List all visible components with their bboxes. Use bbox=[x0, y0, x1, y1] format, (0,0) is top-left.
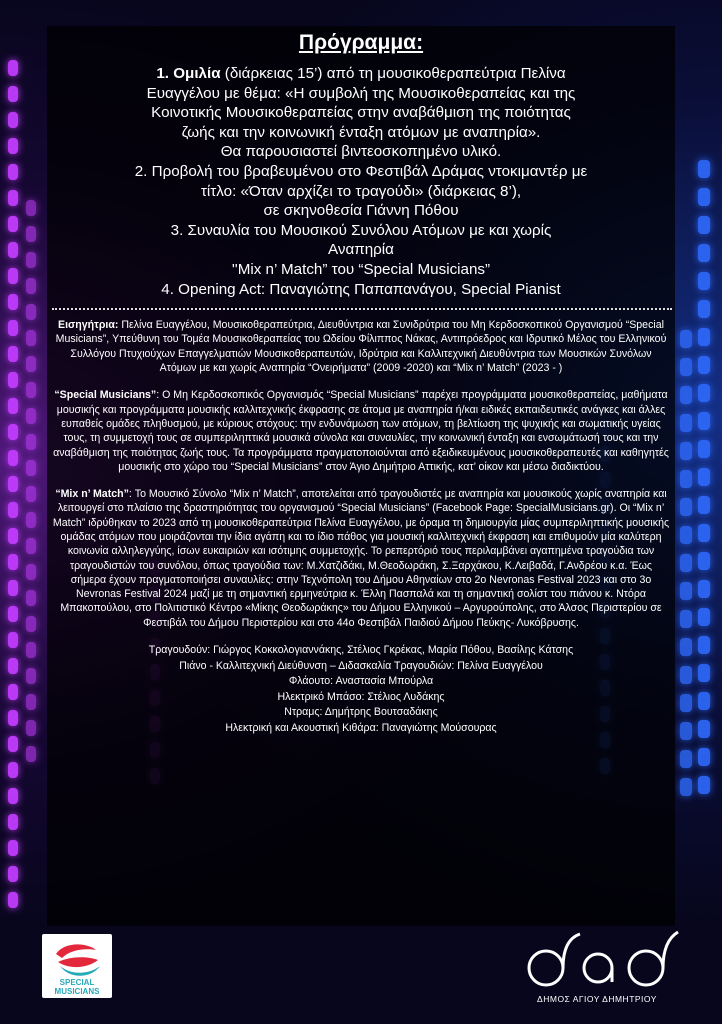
equalizer-bar bbox=[8, 320, 18, 336]
organization-paragraph bbox=[52, 388, 670, 474]
program-list bbox=[52, 64, 670, 299]
credit-line: Ηλεκτρικό Μπάσο: Στέλιος Λυδάκης bbox=[277, 690, 445, 703]
equalizer-bar bbox=[26, 512, 36, 528]
equalizer-bar bbox=[8, 762, 18, 778]
equalizer-bar bbox=[8, 814, 18, 830]
equalizer-bar bbox=[8, 528, 18, 544]
equalizer-bar bbox=[680, 610, 692, 628]
equalizer-bar bbox=[8, 684, 18, 700]
equalizer-bar bbox=[8, 86, 18, 102]
equalizer-bar bbox=[26, 330, 36, 346]
equalizer-bar bbox=[8, 138, 18, 154]
equalizer-bar bbox=[698, 580, 710, 598]
credit-line: Ηλεκτρική και Ακουστική Κιθάρα: Παναγιώτης Μούσουρας bbox=[225, 722, 497, 735]
equalizer-bar bbox=[8, 736, 18, 752]
equalizer-bar bbox=[698, 272, 710, 290]
program-item-3-line2: Αναπηρία bbox=[328, 241, 394, 259]
program-item-1-line1: (διάρκειας 15’) από τη μουσικοθεραπεύτρια Πελίνα bbox=[224, 65, 566, 82]
program-item-1 bbox=[52, 64, 670, 84]
equalizer-bar bbox=[26, 382, 36, 398]
equalizer-bar bbox=[8, 632, 18, 648]
program-item-1-label: 1. Ομιλία bbox=[156, 65, 221, 82]
equalizer-bar bbox=[698, 720, 710, 738]
equalizer-bar bbox=[698, 356, 710, 374]
equalizer-bar bbox=[26, 538, 36, 554]
program-item-1-line5: Θα παρουσιαστεί βιντεοσκοπημένο υλικό. bbox=[220, 143, 502, 161]
credit-line: Ντραμς: Δημήτρης Βουτσαδάκης bbox=[284, 706, 438, 719]
equalizer-bar bbox=[26, 252, 36, 268]
equalizer-bar bbox=[8, 398, 18, 414]
special-musicians-logo bbox=[42, 934, 112, 998]
equalizer-bar bbox=[680, 694, 692, 712]
equalizer-bar bbox=[26, 746, 36, 762]
equalizer-bar bbox=[26, 486, 36, 502]
equalizer-bar bbox=[8, 450, 18, 466]
program-item-1-line3: Κοινοτικής Μουσικοθεραπείας στην αναβάθμιση της ποιότητας bbox=[151, 104, 571, 122]
equalizer-bar bbox=[8, 190, 18, 206]
equalizer-bar bbox=[680, 330, 692, 348]
equalizer-bar bbox=[26, 434, 36, 450]
equalizer-bar bbox=[26, 356, 36, 372]
equalizer-bar bbox=[26, 304, 36, 320]
poster-content bbox=[52, 26, 670, 737]
equalizer-bar bbox=[680, 582, 692, 600]
equalizer-bar bbox=[8, 658, 18, 674]
equalizer-bar bbox=[698, 160, 710, 178]
equalizer-bar bbox=[8, 216, 18, 232]
equalizer-bar bbox=[680, 498, 692, 516]
equalizer-bar bbox=[680, 554, 692, 572]
equalizer-bar bbox=[680, 638, 692, 656]
equalizer-bar bbox=[698, 384, 710, 402]
speaker-text: Πελίνα Ευαγγέλου, Μουσικοθεραπεύτρια, Διευθύντρια και Συνιδρύτρια του Μη Κερδοσκοπικού Οργανισμού “Special Musicians”, Υπεύθυνη του Τομέα Μουσικοθεραπείας του Ωδείου Φίλιππος Νάκας, Αντιπρόεδρος και Ιδρυτικό Μέλος του Ελληνικού Συλλόγου Πτυχιούχων Επαγγελματιών Μουσικοθεραπευτών, Ιδρύτρια και Καλλιτεχνική Διευθύντρια των Μουσικών Συνόλων Ατόμων με και χωρίς Αναπηρία “Ονειρήματα” (2009 -2020) και “Mix n’ Match” (2023 - ) bbox=[55, 319, 667, 375]
equalizer-bar bbox=[8, 502, 18, 518]
equalizer-bar bbox=[8, 840, 18, 856]
dad-logo-caption: ΔΗΜΟΣ ΑΓΙΟΥ ΔΗΜΗΤΡΙΟΥ bbox=[537, 994, 657, 1004]
equalizer-bar bbox=[698, 244, 710, 262]
equalizer-bar bbox=[680, 526, 692, 544]
equalizer-bar bbox=[680, 750, 692, 768]
equalizer-bar bbox=[698, 328, 710, 346]
equalizer-bar bbox=[680, 442, 692, 460]
credit-line: Πιάνο - Καλλιτεχνική Διεύθυνση – Διδασκαλία Τραγουδιών: Πελίνα Ευαγγέλου bbox=[179, 659, 543, 672]
program-item-1-line2: Ευαγγέλου με θέμα: «Η συμβολή της Μουσικοθεραπείας και της bbox=[146, 84, 576, 102]
equalizer-bar bbox=[698, 636, 710, 654]
credit-line: Τραγουδούν: Γιώργος Κοκκολογιαννάκης, Στέλιος Γκρέκας, Μαρία Πόθου, Βασίλης Κάτσης bbox=[148, 644, 574, 657]
equalizer-bar bbox=[680, 470, 692, 488]
equalizer-bar bbox=[8, 892, 18, 908]
program-item-2-line3: σε σκηνοθεσία Γιάννη Πόθου bbox=[263, 202, 459, 220]
program-item-4: 4. Opening Act: Παναγιώτης Παπαπανάγου, Special Pianist bbox=[161, 280, 561, 298]
special-musicians-emblem-icon bbox=[42, 934, 112, 998]
speaker-paragraph bbox=[52, 318, 670, 375]
equalizer-bar bbox=[680, 666, 692, 684]
equalizer-bar bbox=[8, 112, 18, 128]
equalizer-bar bbox=[698, 692, 710, 710]
equalizer-bar bbox=[8, 788, 18, 804]
equalizer-bar bbox=[698, 300, 710, 318]
equalizer-bar bbox=[698, 496, 710, 514]
ensemble-label: “Mix n’ Match” bbox=[55, 488, 129, 501]
equalizer-bar bbox=[26, 668, 36, 684]
equalizer-bar bbox=[26, 642, 36, 658]
equalizer-bar bbox=[680, 358, 692, 376]
equalizer-bar bbox=[8, 372, 18, 388]
equalizer-bar bbox=[26, 616, 36, 632]
equalizer-bar bbox=[8, 606, 18, 622]
equalizer-bar bbox=[26, 564, 36, 580]
equalizer-bar bbox=[698, 748, 710, 766]
program-item-3-line3: ''Mix n’ Match” του “Special Musicians” bbox=[231, 260, 491, 278]
equalizer-bar bbox=[680, 386, 692, 404]
equalizer-bar bbox=[8, 242, 18, 258]
equalizer-bar bbox=[8, 164, 18, 180]
program-item-1-line4: ζωής και την κοινωνική ένταξη ατόμων με αναπηρία». bbox=[181, 123, 541, 141]
equalizer-bar bbox=[8, 294, 18, 310]
credits-list bbox=[52, 643, 670, 737]
equalizer-bar bbox=[8, 554, 18, 570]
equalizer-bar bbox=[680, 778, 692, 796]
equalizer-bar bbox=[698, 524, 710, 542]
organization-text: : Ο Μη Κερδοσκοπικός Οργανισμός “Special Musicians” παρέχει προγράμματα μουσικοθεραπείας, μαθήματα μουσικής και προγράμματα μουσικής καλλιτεχνικής έκφρασης σε άτομα με αναπηρία ή/και ειδικές εκπαιδευτικές ανάγκες και άλλες ευπαθείς ομάδες πληθυσμού, με κύριους στόχους: την ενδυνάμωση των ατόμων, τη βελτίωση της ψυχικής και σωματικής υγείας τους, τη συμμετοχή τους σε συμπεριληπτικά μουσικά σύνολα και συναυλίες, την κοινωνική ένταξη και ενσωμάτωσή τους και την αναβάθμιση της ποιότητας ζωής τους. Τα προγράμματα πραγματοποιούνται από εξειδικευμένους μουσικοθεραπευτές και καθηγητές μουσικής στο χώρο του “Special Musicians” στον Άγιο Δημήτριο Αττικής, κατ’ οίκον και μέσω διαδικτύου. bbox=[53, 389, 669, 473]
equalizer-bar bbox=[698, 776, 710, 794]
equalizer-bar bbox=[26, 460, 36, 476]
equalizer-bar bbox=[26, 590, 36, 606]
equalizer-bar bbox=[680, 722, 692, 740]
equalizer-bar bbox=[698, 608, 710, 626]
equalizer-bar bbox=[698, 216, 710, 234]
organization-label: “Special Musicians” bbox=[54, 389, 157, 402]
equalizer-bar bbox=[26, 720, 36, 736]
equalizer-bar bbox=[698, 664, 710, 682]
equalizer-bar bbox=[8, 346, 18, 362]
dad-municipality-logo bbox=[512, 928, 682, 1012]
equalizer-bar bbox=[26, 278, 36, 294]
ensemble-text: : Το Μουσικό Σύνολο “Mix n’ Match”, αποτελείται από τραγουδιστές με αναπηρία και μουσικούς χωρίς αναπηρία και λειτουργεί στο πλαίσιο της δραστηριότητας του οργανισμού “Special Musicians” (Facebook Page: SpecialMusicians.gr). Οι “Mix n’ Match” ιδρύθηκαν το 2023 από τη μουσικοθεραπεύτρια Πελίνα Ευαγγέλου, με όραμα τη δημιουργία μίας συμπεριληπτικής μουσικής ομάδας ατόμων που μοιράζονται την ίδια αγάπη και το ίδιο πάθος για μουσική καλλιτεχνική έκφραση και επιθυμούν μία καλύτερη κοινωνία αλληλεγγύης, ίσων ευκαιριών και ισότιμης συμμετοχής. Το ρεπερτόριό τους περιλαμβάνει αγαπημένα τραγούδια των τραγουδιστών του συνόλου, όπως τραγούδια των: Μ.Χατζιδάκι, Μ.Θεοδωράκη, Σ.Ξαρχάκου, Κ.Λειβαδά, Γ.Ανδρέου κ.α. Έως σήμερα έχουν πραγματοποιήσει συναυλίες: στην Τεχνόπολη του Δήμου Αθηναίων στο 2ο Nevronas Festival 2023 και στο 3ο Nevronas Festival 2024 μαζί με τη σημαντική ερμηνεύτρια κ. Έλλη Πασπαλά και τη σημαντική σολίστ του πιάνου κ. Ντόρα Μπακοπούλου, στο Πολιτιστικό Κέντρο «Μίκης Θεοδωράκης» του Δήμου Ελληνικού – Αργυρούπολης, στο Άλσος Περιστερίου σε Φεστιβάλ του Δήμου Περιστερίου και στο 44ο Φεστιβάλ Παιδιού Δήμου Πεύκης- Λυκόβρυσης. bbox=[52, 488, 670, 629]
equalizer-bar bbox=[8, 268, 18, 284]
equalizer-bar bbox=[26, 694, 36, 710]
equalizer-bar bbox=[8, 580, 18, 596]
equalizer-bar bbox=[698, 412, 710, 430]
program-item-2-line2: τίτλο: «Όταν αρχίζει το τραγούδι» (διάρκειας 8’), bbox=[200, 182, 522, 200]
svg-text:SPECIAL: SPECIAL bbox=[59, 978, 95, 987]
equalizer-bar bbox=[698, 188, 710, 206]
equalizer-bar bbox=[8, 60, 18, 76]
equalizer-bar bbox=[680, 414, 692, 432]
equalizer-bar bbox=[8, 710, 18, 726]
equalizer-bar bbox=[698, 468, 710, 486]
program-item-3-line1: 3. Συναυλία του Μουσικού Συνόλου Ατόμων με και χωρίς bbox=[170, 221, 552, 239]
equalizer-bar bbox=[8, 866, 18, 882]
equalizer-bar bbox=[26, 226, 36, 242]
ensemble-paragraph bbox=[52, 487, 670, 630]
equalizer-bar bbox=[8, 424, 18, 440]
dotted-divider bbox=[52, 308, 672, 310]
equalizer-bar bbox=[698, 440, 710, 458]
svg-text:MUSICIANS: MUSICIANS bbox=[54, 987, 100, 996]
equalizer-bar bbox=[26, 200, 36, 216]
program-item-2-line1: 2. Προβολή του βραβευμένου στο Φεστιβάλ Δράμας ντοκιμαντέρ με bbox=[134, 162, 588, 180]
equalizer-bar bbox=[8, 476, 18, 492]
page-title: Πρόγραμμα: bbox=[298, 31, 424, 54]
credit-line: Φλάουτο: Αναστασία Μπούρλα bbox=[288, 675, 434, 688]
dad-logo-mark-icon bbox=[512, 928, 682, 994]
equalizer-bar bbox=[26, 408, 36, 424]
speaker-label: Εισηγήτρια: bbox=[58, 319, 119, 332]
equalizer-bar bbox=[698, 552, 710, 570]
